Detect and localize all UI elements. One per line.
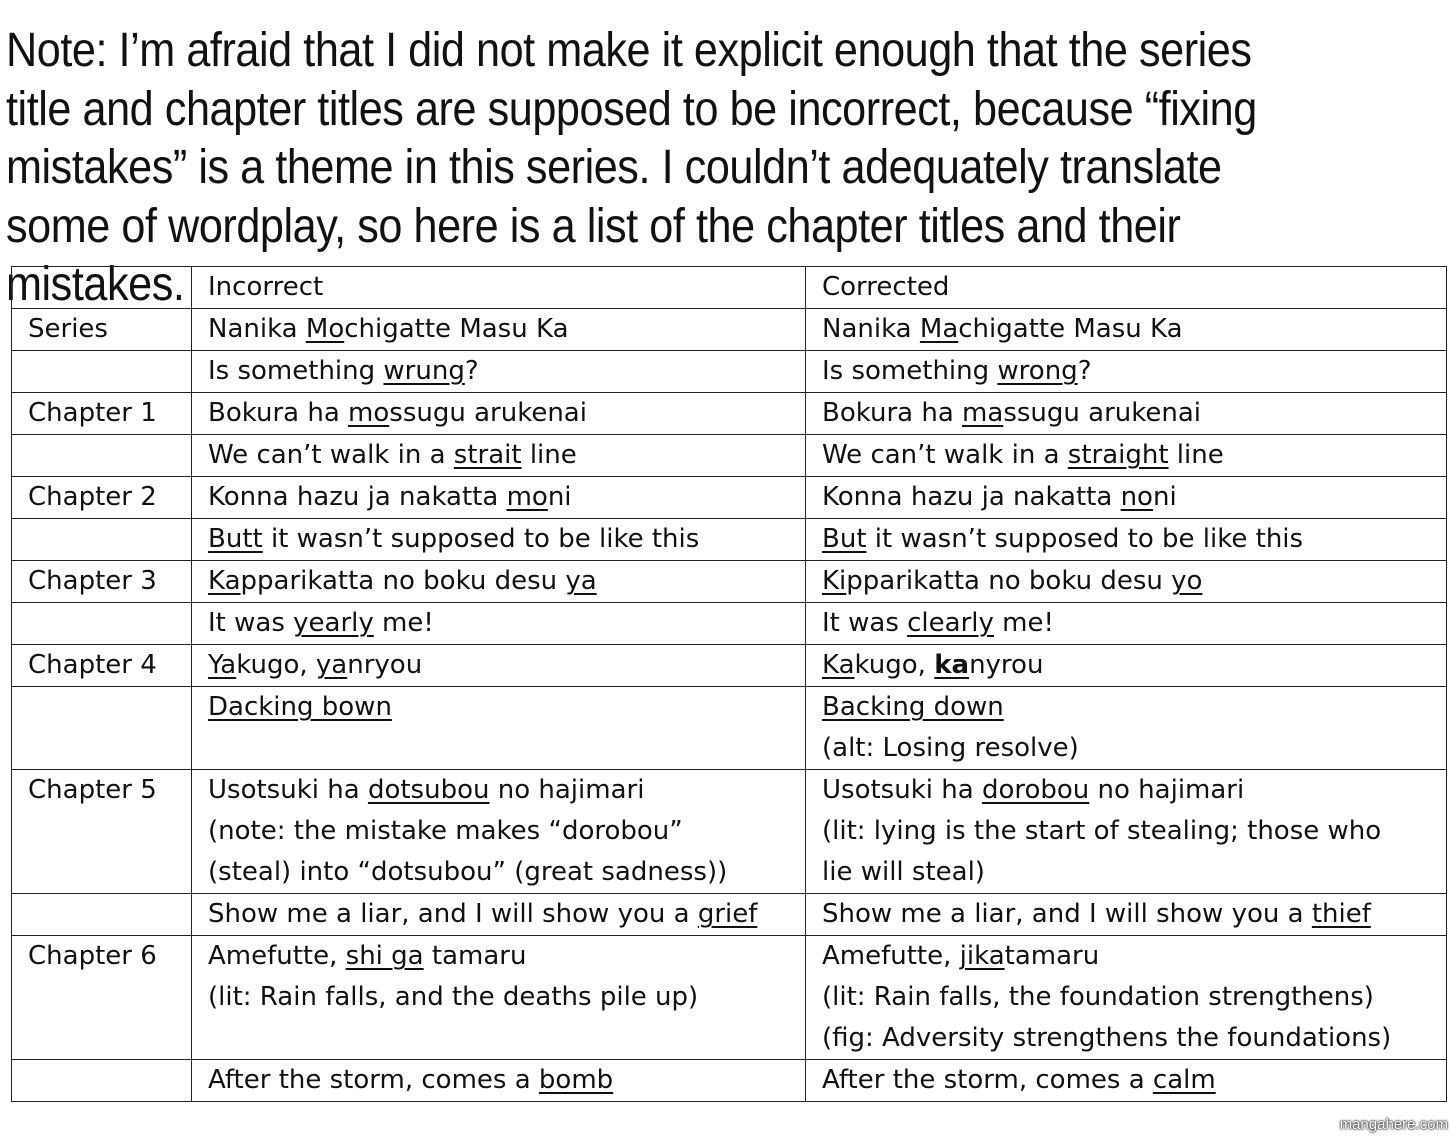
row-label-cell bbox=[12, 519, 192, 561]
row-label bbox=[28, 519, 175, 560]
text-segment: lie will steal) bbox=[822, 857, 985, 887]
corrected-line bbox=[822, 519, 1430, 560]
incorrect-cell bbox=[192, 519, 806, 561]
incorrect-line bbox=[208, 977, 789, 1018]
incorrect-line bbox=[208, 936, 789, 977]
text-segment: Show me a liar, and I will show you a bbox=[822, 899, 1312, 929]
corrected-cell bbox=[806, 687, 1447, 770]
row-label: Chapter 1 bbox=[28, 398, 157, 428]
row-label-cell bbox=[12, 351, 192, 393]
corrected-line bbox=[822, 687, 1430, 728]
table-row bbox=[12, 603, 1447, 645]
corrected-line bbox=[822, 977, 1430, 1018]
row-label: Chapter 6 bbox=[28, 941, 157, 971]
incorrect-cell bbox=[192, 894, 806, 936]
incorrect-cell bbox=[192, 645, 806, 687]
underlined-segment: Ka bbox=[208, 566, 241, 596]
text-segment: tamaru bbox=[1004, 941, 1100, 971]
underlined-segment: Ki bbox=[822, 566, 847, 596]
corrected-line bbox=[822, 603, 1430, 644]
text-segment: no hajimari bbox=[489, 775, 645, 805]
corrected-line bbox=[822, 393, 1430, 434]
text-segment: Konna hazu ja nakatta bbox=[208, 482, 507, 512]
incorrect-cell bbox=[192, 770, 806, 894]
text-segment: it wasn’t supposed to be like this bbox=[866, 524, 1304, 554]
text-segment: line bbox=[1168, 440, 1224, 470]
text-segment: kugo, bbox=[854, 650, 935, 680]
text-segment: We can’t walk in a bbox=[208, 440, 454, 470]
row-label-cell bbox=[12, 936, 192, 1060]
table-header-row bbox=[12, 267, 1447, 309]
underlined-segment: Butt bbox=[208, 524, 263, 554]
incorrect-line bbox=[208, 435, 789, 476]
corrected-cell bbox=[806, 770, 1447, 894]
incorrect-line bbox=[208, 561, 789, 602]
text-segment: ni bbox=[547, 482, 572, 512]
row-label-cell bbox=[12, 687, 192, 770]
text-segment: Incorrect bbox=[208, 272, 324, 302]
underlined-segment: Ka bbox=[822, 650, 855, 680]
underlined-segment: dotsubou bbox=[367, 775, 490, 805]
row-label bbox=[28, 1060, 175, 1101]
underlined-segment: mo bbox=[506, 482, 548, 512]
table-row bbox=[12, 351, 1447, 393]
incorrect-line bbox=[208, 645, 789, 686]
text-segment: Corrected bbox=[822, 272, 950, 302]
underlined-segment: jika bbox=[959, 941, 1005, 971]
corrected-line bbox=[822, 561, 1430, 602]
table-row bbox=[12, 435, 1447, 477]
corrected-cell bbox=[806, 351, 1447, 393]
text-segment: nryou bbox=[347, 650, 423, 680]
text-segment: Bokura ha bbox=[208, 398, 349, 428]
watermark: mangahere.com bbox=[1339, 1116, 1448, 1133]
text-segment: After the storm, comes a bbox=[822, 1065, 1153, 1095]
incorrect-line bbox=[208, 477, 789, 518]
corrected-cell bbox=[806, 267, 1447, 309]
table-row bbox=[12, 309, 1447, 351]
row-label: Chapter 2 bbox=[28, 482, 157, 512]
table-row bbox=[12, 687, 1447, 770]
row-label bbox=[28, 435, 175, 476]
corrected-line bbox=[822, 936, 1430, 977]
table-row bbox=[12, 936, 1447, 1060]
corrected-line bbox=[822, 267, 1430, 308]
corrected-cell bbox=[806, 393, 1447, 435]
text-segment: no hajimari bbox=[1089, 775, 1245, 805]
table-body bbox=[12, 267, 1447, 1102]
corrected-line bbox=[822, 309, 1430, 350]
corrected-line bbox=[822, 811, 1430, 852]
text-segment: It was bbox=[822, 608, 908, 638]
incorrect-cell bbox=[192, 351, 806, 393]
incorrect-cell bbox=[192, 393, 806, 435]
text-segment: Konna hazu ja nakatta bbox=[822, 482, 1121, 512]
row-label-cell bbox=[12, 267, 192, 309]
text-segment: Is something bbox=[822, 356, 998, 386]
text-segment: me! bbox=[373, 608, 434, 638]
text-segment: chigatte Masu Ka bbox=[958, 314, 1183, 344]
text-segment: (lit: lying is the start of stealing; those who bbox=[822, 816, 1382, 846]
text-segment: tamaru bbox=[423, 941, 527, 971]
incorrect-cell bbox=[192, 309, 806, 351]
corrected-line bbox=[822, 1060, 1430, 1101]
row-label-cell bbox=[12, 477, 192, 519]
row-label bbox=[28, 603, 175, 644]
underlined-segment: ya bbox=[315, 650, 348, 680]
text-segment: it wasn’t supposed to be like this bbox=[262, 524, 700, 554]
incorrect-cell bbox=[192, 687, 806, 770]
incorrect-cell bbox=[192, 603, 806, 645]
corrected-line bbox=[822, 645, 1430, 686]
incorrect-line bbox=[208, 1060, 789, 1101]
incorrect-cell bbox=[192, 561, 806, 603]
incorrect-cell bbox=[192, 1060, 806, 1102]
translator-note: Note: I’m afraid that I did not make it explicit enough that the series title and chapter titles are supposed to be incorrect, because “fixing mistakes” is a theme in this series. I couldn’t adequately translate some of wordplay, so here is a list of the chapter titles and their mistakes. bbox=[6, 24, 1257, 311]
table-row bbox=[12, 477, 1447, 519]
text-segment: ? bbox=[464, 356, 479, 386]
text-segment: Usotsuki ha bbox=[822, 775, 982, 805]
corrected-cell bbox=[806, 561, 1447, 603]
text-segment: After the storm, comes a bbox=[208, 1065, 539, 1095]
incorrect-cell bbox=[192, 477, 806, 519]
underlined-segment: Backing down bbox=[822, 692, 1004, 722]
text-segment: Bokura ha bbox=[822, 398, 963, 428]
text-segment: (lit: Rain falls, the foundation strengthens) bbox=[822, 982, 1374, 1012]
underlined-segment: grief bbox=[697, 899, 758, 929]
incorrect-line bbox=[208, 351, 789, 392]
text-segment: It was bbox=[208, 608, 294, 638]
corrected-line bbox=[822, 894, 1430, 935]
underlined-segment: Mo bbox=[305, 314, 345, 344]
text-segment: kugo, bbox=[236, 650, 316, 680]
text-segment: pparikatta no boku desu bbox=[846, 566, 1172, 596]
text-segment: (steal) into “dotsubou” (great sadness)) bbox=[208, 857, 728, 887]
row-label-cell bbox=[12, 645, 192, 687]
incorrect-line bbox=[208, 894, 789, 935]
underlined-segment: dorobou bbox=[981, 775, 1090, 805]
underlined-segment: Ma bbox=[919, 314, 959, 344]
underlined-segment: ma bbox=[962, 398, 1004, 428]
underlined-segment: no bbox=[1120, 482, 1153, 512]
incorrect-line bbox=[208, 267, 789, 308]
corrected-line bbox=[822, 770, 1430, 811]
text-segment: Amefutte, bbox=[208, 941, 346, 971]
row-label-cell bbox=[12, 603, 192, 645]
corrected-cell bbox=[806, 477, 1447, 519]
incorrect-cell bbox=[192, 267, 806, 309]
incorrect-line bbox=[208, 852, 789, 893]
incorrect-line bbox=[208, 309, 789, 350]
corrected-cell bbox=[806, 936, 1447, 1060]
incorrect-line bbox=[208, 519, 789, 560]
underlined-segment: yo bbox=[1171, 566, 1203, 596]
underlined-segment: strait bbox=[453, 440, 522, 470]
underlined-segment: clearly bbox=[907, 608, 994, 638]
corrected-line bbox=[822, 852, 1430, 893]
text-segment: nyrou bbox=[969, 650, 1044, 680]
underlined-segment: calm bbox=[1152, 1065, 1216, 1095]
chapter-titles-table bbox=[11, 266, 1447, 1102]
text-segment: (alt: Losing resolve) bbox=[822, 733, 1079, 763]
table-row bbox=[12, 645, 1447, 687]
row-label bbox=[28, 894, 175, 935]
corrected-line bbox=[822, 351, 1430, 392]
text-segment: Usotsuki ha bbox=[208, 775, 368, 805]
row-label: Series bbox=[28, 314, 108, 344]
table-row bbox=[12, 770, 1447, 894]
incorrect-line bbox=[208, 603, 789, 644]
row-label-cell bbox=[12, 393, 192, 435]
incorrect-line bbox=[208, 811, 789, 852]
text-segment: ssugu arukenai bbox=[389, 398, 587, 428]
text-segment: ni bbox=[1152, 482, 1177, 512]
underlined-segment: wrung bbox=[383, 356, 465, 386]
text-segment: (fig: Adversity strengthens the foundations) bbox=[822, 1023, 1392, 1053]
underlined-segment: Dacking bown bbox=[208, 692, 392, 722]
row-label-cell bbox=[12, 435, 192, 477]
corrected-cell bbox=[806, 894, 1447, 936]
table-row bbox=[12, 1060, 1447, 1102]
text-segment: Amefutte, bbox=[822, 941, 960, 971]
underlined-segment: But bbox=[822, 524, 867, 554]
text-segment: (note: the mistake makes “dorobou” bbox=[208, 816, 683, 846]
row-label: Chapter 4 bbox=[28, 650, 157, 680]
text-segment: Show me a liar, and I will show you a bbox=[208, 899, 698, 929]
incorrect-cell bbox=[192, 435, 806, 477]
text-segment: (lit: Rain falls, and the deaths pile up) bbox=[208, 982, 699, 1012]
incorrect-line bbox=[208, 393, 789, 434]
text-segment: Nanika bbox=[822, 314, 920, 344]
underlined-segment: mo bbox=[348, 398, 390, 428]
corrected-line bbox=[822, 477, 1430, 518]
text-segment: me! bbox=[993, 608, 1054, 638]
text-segment: We can’t walk in a bbox=[822, 440, 1068, 470]
row-label-cell bbox=[12, 894, 192, 936]
row-label-cell bbox=[12, 770, 192, 894]
text-segment: ssugu arukenai bbox=[1003, 398, 1201, 428]
corrected-cell bbox=[806, 1060, 1447, 1102]
underlined-segment: yearly bbox=[293, 608, 374, 638]
row-label bbox=[28, 267, 175, 308]
corrected-cell bbox=[806, 309, 1447, 351]
table-row bbox=[12, 393, 1447, 435]
text-segment: chigatte Masu Ka bbox=[344, 314, 569, 344]
underlined-segment: straight bbox=[1067, 440, 1169, 470]
underlined-segment: wrong bbox=[997, 356, 1078, 386]
corrected-line bbox=[822, 1018, 1430, 1059]
underlined-segment: shi ga bbox=[345, 941, 424, 971]
text-segment: Is something bbox=[208, 356, 384, 386]
row-label-cell bbox=[12, 1060, 192, 1102]
corrected-cell bbox=[806, 603, 1447, 645]
text-segment: ? bbox=[1077, 356, 1092, 386]
text-segment: Nanika bbox=[208, 314, 306, 344]
table-row bbox=[12, 894, 1447, 936]
corrected-cell bbox=[806, 645, 1447, 687]
text-segment: line bbox=[521, 440, 577, 470]
corrected-cell bbox=[806, 519, 1447, 561]
row-label-cell bbox=[12, 561, 192, 603]
underlined-segment: thief bbox=[1311, 899, 1371, 929]
table-row bbox=[12, 519, 1447, 561]
underlined-segment: Ya bbox=[208, 650, 237, 680]
text-segment: pparikatta no boku desu bbox=[240, 566, 566, 596]
table-row bbox=[12, 561, 1447, 603]
row-label-cell bbox=[12, 309, 192, 351]
underlined-segment: bomb bbox=[538, 1065, 614, 1095]
row-label: Chapter 5 bbox=[28, 775, 157, 805]
row-label: Chapter 3 bbox=[28, 566, 157, 596]
incorrect-cell bbox=[192, 936, 806, 1060]
corrected-cell bbox=[806, 435, 1447, 477]
underlined-segment: ka bbox=[934, 650, 970, 680]
row-label bbox=[28, 687, 175, 728]
incorrect-line bbox=[208, 687, 789, 728]
incorrect-line bbox=[208, 770, 789, 811]
underlined-segment: ya bbox=[565, 566, 597, 596]
corrected-line bbox=[822, 728, 1430, 769]
corrected-line bbox=[822, 435, 1430, 476]
row-label bbox=[28, 351, 175, 392]
